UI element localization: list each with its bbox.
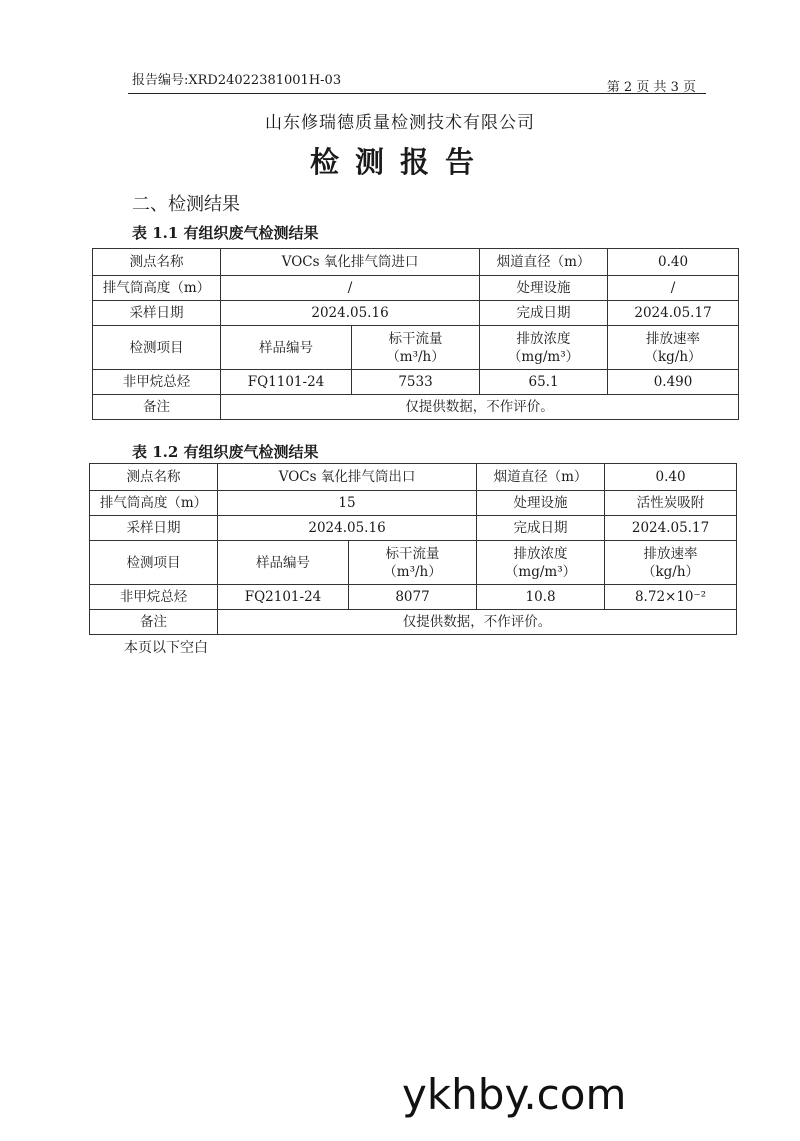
table-row (93, 249, 739, 276)
table-row (90, 516, 737, 541)
column-header (352, 326, 480, 370)
conc-cell: 10.8 (477, 585, 605, 610)
value-cell: VOCs 氧化排气筒出口 (218, 464, 477, 491)
label-cell: 采样日期 (93, 301, 221, 326)
column-header (480, 326, 608, 370)
value-cell: / (221, 276, 480, 301)
value-cell: 2024.05.17 (608, 301, 739, 326)
label-cell: 处理设施 (477, 491, 605, 516)
column-header: 检测项目 (90, 541, 218, 585)
label-cell: 备注 (93, 395, 221, 420)
conc-header-text: 排放浓度 (513, 545, 568, 562)
conc-unit-text: （mg/m³） (507, 348, 580, 365)
watermark: ykhby.com (402, 1070, 627, 1119)
rate-cell: 0.490 (608, 370, 739, 395)
flow-unit-text: （m³/h） (383, 563, 442, 580)
flow-header-text: 标干流量 (385, 545, 440, 562)
conc-header-text: 排放浓度 (516, 330, 571, 347)
results-table-2 (89, 463, 737, 635)
rate-header-text: 排放速率 (646, 330, 701, 347)
label-cell: 烟道直径（m） (477, 464, 605, 491)
value-cell: VOCs 氧化排气筒进口 (221, 249, 480, 276)
table-row (90, 464, 737, 491)
results-table-1 (92, 248, 739, 420)
label-cell: 完成日期 (480, 301, 608, 326)
rate-header-text: 排放速率 (643, 545, 698, 562)
remark-cell: 仅提供数据，不作评价。 (221, 395, 739, 420)
label-cell: 完成日期 (477, 516, 605, 541)
column-header: 检测项目 (93, 326, 221, 370)
label-cell: 排气筒高度（m） (90, 491, 218, 516)
value-cell: / (608, 276, 739, 301)
column-header (605, 541, 737, 585)
label-cell: 备注 (90, 610, 218, 635)
column-header (608, 326, 739, 370)
table-row (93, 276, 739, 301)
table-header-row (93, 326, 739, 370)
table-row (93, 301, 739, 326)
conc-unit-text: （mg/m³） (504, 563, 577, 580)
report-number: 报告编号:XRD24022381001H-03 (132, 73, 342, 88)
item-cell: 非甲烷总烃 (93, 370, 221, 395)
section-title: 二、检测结果 (132, 194, 240, 215)
header-divider (128, 93, 706, 94)
item-cell: 非甲烷总烃 (90, 585, 218, 610)
table-1-caption: 表 1.1 有组织废气检测结果 (132, 224, 319, 242)
column-header: 样品编号 (218, 541, 349, 585)
flow-unit-text: （m³/h） (386, 348, 445, 365)
conc-cell: 65.1 (480, 370, 608, 395)
value-cell: 0.40 (605, 464, 737, 491)
table-row (90, 491, 737, 516)
sample-no-cell: FQ1101-24 (221, 370, 352, 395)
blank-page-note: 本页以下空白 (124, 640, 208, 656)
flow-cell: 7533 (352, 370, 480, 395)
table-header-row (90, 541, 737, 585)
label-cell: 处理设施 (480, 276, 608, 301)
label-cell: 测点名称 (90, 464, 218, 491)
value-cell: 2024.05.16 (221, 301, 480, 326)
value-cell: 0.40 (608, 249, 739, 276)
rate-cell: 8.72×10⁻² (605, 585, 737, 610)
flow-header-text: 标干流量 (388, 330, 443, 347)
remark-cell: 仅提供数据，不作评价。 (218, 610, 737, 635)
value-cell: 2024.05.16 (218, 516, 477, 541)
flow-cell: 8077 (349, 585, 477, 610)
value-cell: 15 (218, 491, 477, 516)
value-cell: 2024.05.17 (605, 516, 737, 541)
column-header: 样品编号 (221, 326, 352, 370)
document-title: 检测报告 (309, 145, 490, 179)
table-row (90, 585, 737, 610)
sample-no-cell: FQ2101-24 (218, 585, 349, 610)
label-cell: 烟道直径（m） (480, 249, 608, 276)
page-indicator: 第 2 页 共 3 页 (606, 80, 696, 95)
column-header (477, 541, 605, 585)
table-2-caption: 表 1.2 有组织废气检测结果 (132, 443, 319, 461)
rate-unit-text: （kg/h） (644, 348, 702, 365)
value-cell: 活性炭吸附 (605, 491, 737, 516)
table-row (93, 370, 739, 395)
label-cell: 排气筒高度（m） (93, 276, 221, 301)
table-row (93, 395, 739, 420)
company-name: 山东修瑞德质量检测技术有限公司 (265, 113, 535, 133)
label-cell: 采样日期 (90, 516, 218, 541)
rate-unit-text: （kg/h） (641, 563, 700, 580)
column-header (349, 541, 477, 585)
table-row (90, 610, 737, 635)
label-cell: 测点名称 (93, 249, 221, 276)
